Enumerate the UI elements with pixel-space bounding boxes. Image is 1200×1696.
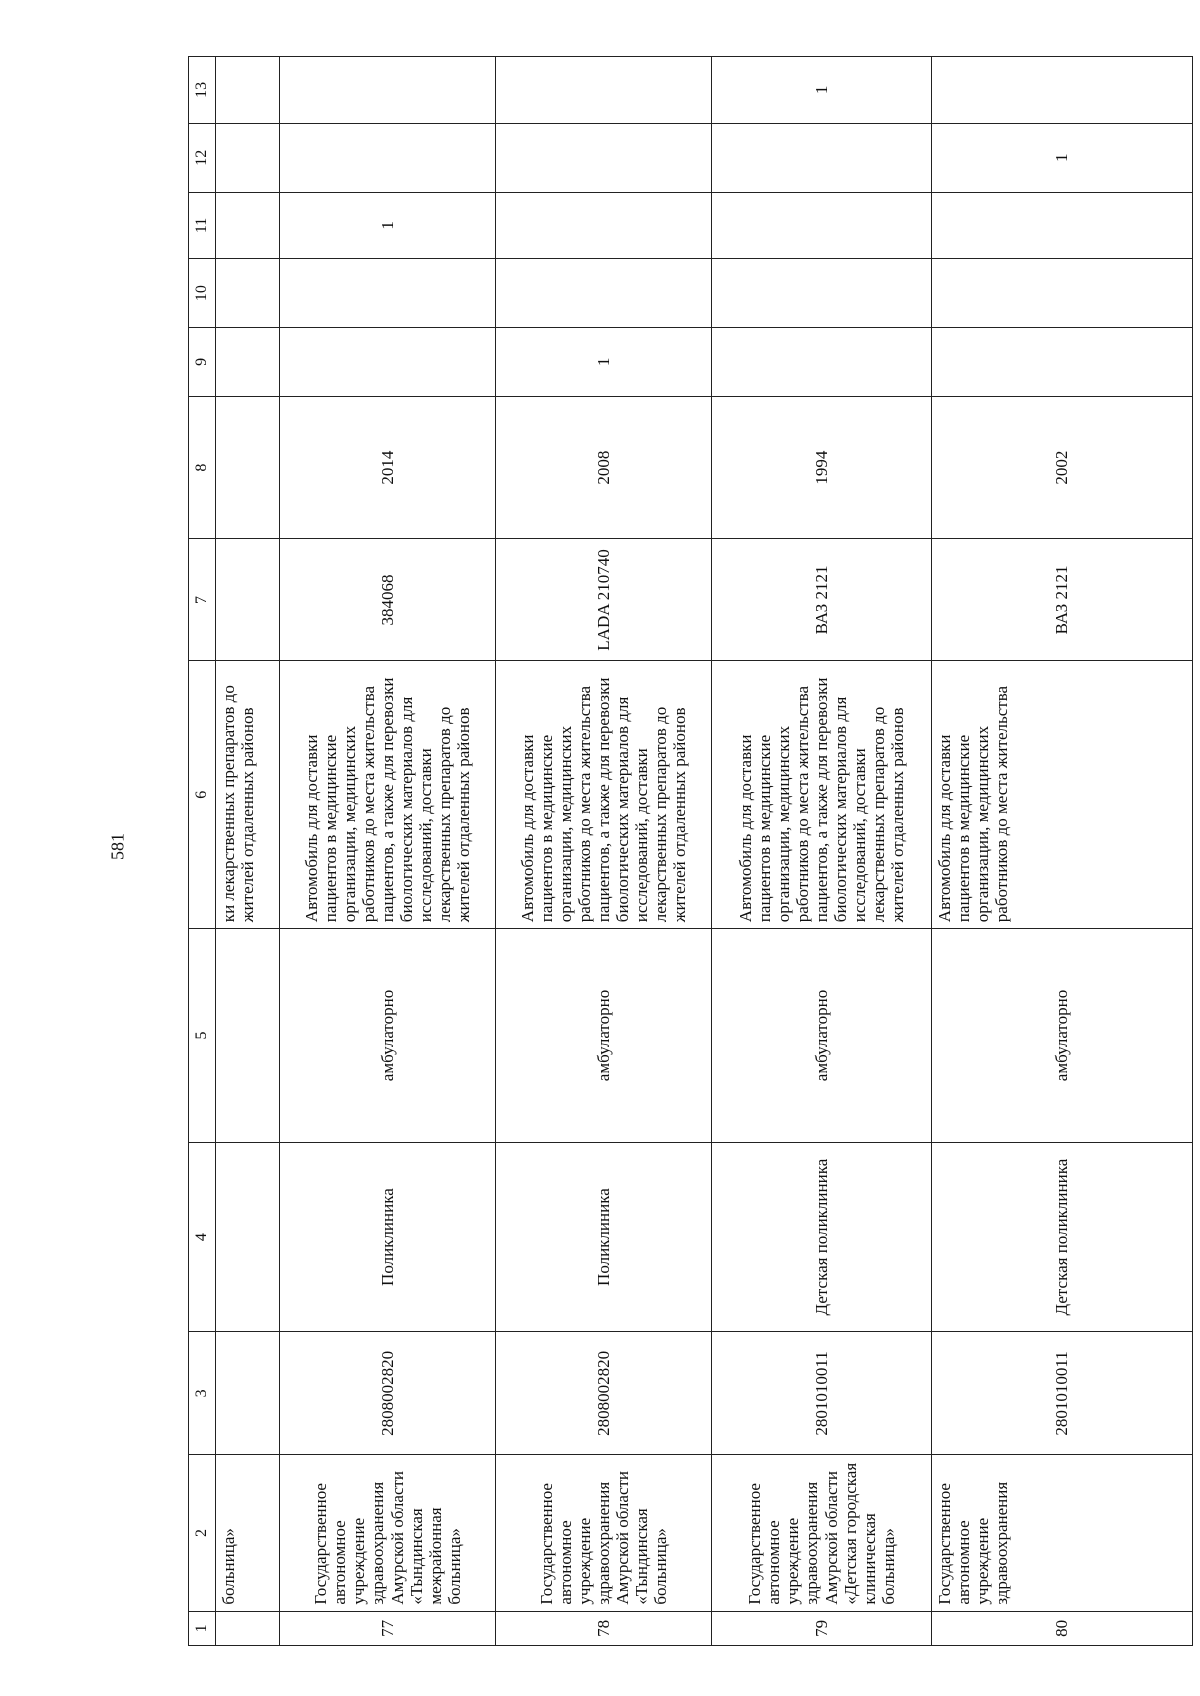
cell-c11 [216, 192, 280, 259]
cell-inn [216, 1332, 280, 1455]
column-number: 11 [189, 192, 216, 259]
cell-purpose: Автомобиль для доставки пациентов в медицинские организации, медицинских работников до места жительства пациентов, а также для перевозки биологических материалов для исследований, доставки лекарственных препаратов до жителей отдаленных районов [280, 661, 496, 929]
cell-c11 [712, 192, 932, 259]
continuation-row [216, 57, 280, 1646]
cell-org: Государственное автономное учреждение здравоохранения Амурской области «Детская городская клиническая больница» [712, 1455, 932, 1611]
cell-year [216, 396, 280, 539]
cell-c12 [280, 123, 496, 192]
cell-org: Государственное автономное учреждение здравоохранения Амурской области «Тындинская межрайонная больница» [280, 1455, 496, 1611]
table-row [932, 57, 1193, 1646]
cell-c13: 1 [712, 57, 932, 124]
cell-c11 [496, 192, 712, 259]
cell-year: 2002 [932, 396, 1193, 539]
cell-c12 [216, 123, 280, 192]
table-row [712, 57, 932, 1646]
cell-c13 [280, 57, 496, 124]
cell-org: Государственное автономное учреждение здравоохранения Амурской области «Тындинская больница» [496, 1455, 712, 1611]
cell-c11 [932, 192, 1193, 259]
column-number: 1 [189, 1611, 216, 1645]
cell-purpose: Автомобиль для доставки пациентов в медицинские организации, медицинских работников до места жительства [932, 661, 1193, 929]
cell-c9: 1 [496, 328, 712, 397]
cell-c11: 1 [280, 192, 496, 259]
cell-c9 [280, 328, 496, 397]
column-number: 6 [189, 661, 216, 929]
cell-division: Детская поликлиника [932, 1142, 1193, 1332]
cell-c13 [496, 57, 712, 124]
cell-model: ВАЗ 2121 [932, 539, 1193, 661]
cell-c9 [932, 328, 1193, 397]
cell-c10 [216, 259, 280, 328]
column-number: 9 [189, 328, 216, 397]
cell-num: 80 [932, 1611, 1193, 1645]
column-number: 13 [189, 57, 216, 124]
cell-model: 384068 [280, 539, 496, 661]
cell-c10 [496, 259, 712, 328]
column-number: 10 [189, 259, 216, 328]
cell-purpose: ки лекарственных препаратов до жителей отдаленных районов [216, 661, 280, 929]
cell-org: Государственное автономное учреждение здравоохранения [932, 1455, 1193, 1611]
cell-c13 [932, 57, 1193, 124]
cell-c9 [216, 328, 280, 397]
cell-c12 [496, 123, 712, 192]
cell-purpose: Автомобиль для доставки пациентов в медицинские организации, медицинских работников до места жительства пациентов, а также для перевозки биологических материалов для исследований, доставки лекарственных препаратов до жителей отдаленных районов [712, 661, 932, 929]
cell-purpose: Автомобиль для доставки пациентов в медицинские организации, медицинских работников до места жительства пациентов, а также для перевозки биологических материалов для исследований, доставки лекарственных препаратов до жителей отдаленных районов [496, 661, 712, 929]
cell-inn: 2801010011 [932, 1332, 1193, 1455]
cell-c12: 1 [932, 123, 1193, 192]
cell-c12 [712, 123, 932, 192]
cell-mode [216, 929, 280, 1143]
cell-num: 79 [712, 1611, 932, 1645]
cell-org: больница» [216, 1455, 280, 1611]
cell-division [216, 1142, 280, 1332]
column-number-row [189, 57, 216, 1646]
cell-num: 78 [496, 1611, 712, 1645]
column-number: 8 [189, 396, 216, 539]
page-number: 581 [107, 833, 128, 860]
cell-division: Детская поликлиника [712, 1142, 932, 1332]
cell-division: Поликлиника [280, 1142, 496, 1332]
column-number: 7 [189, 539, 216, 661]
cell-year: 2014 [280, 396, 496, 539]
cell-c10 [280, 259, 496, 328]
cell-division: Поликлиника [496, 1142, 712, 1332]
table-wrapper [188, 56, 1193, 1646]
table-row [496, 57, 712, 1646]
cell-year: 1994 [712, 396, 932, 539]
column-number: 2 [189, 1455, 216, 1611]
column-number: 5 [189, 929, 216, 1143]
cell-mode: амбулаторно [280, 929, 496, 1143]
cell-c10 [932, 259, 1193, 328]
cell-mode: амбулаторно [712, 929, 932, 1143]
column-number: 12 [189, 123, 216, 192]
cell-inn: 2801010011 [712, 1332, 932, 1455]
cell-inn: 2808002820 [280, 1332, 496, 1455]
cell-num: 77 [280, 1611, 496, 1645]
cell-model: LADA 210740 [496, 539, 712, 661]
cell-c10 [712, 259, 932, 328]
vehicle-table [188, 56, 1193, 1646]
cell-mode: амбулаторно [496, 929, 712, 1143]
cell-c13 [216, 57, 280, 124]
cell-year: 2008 [496, 396, 712, 539]
cell-num [216, 1611, 280, 1645]
cell-model [216, 539, 280, 661]
cell-mode: амбулаторно [932, 929, 1193, 1143]
column-number: 4 [189, 1142, 216, 1332]
cell-model: ВАЗ 2121 [712, 539, 932, 661]
table-row [280, 57, 496, 1646]
cell-c9 [712, 328, 932, 397]
column-number: 3 [189, 1332, 216, 1455]
cell-inn: 2808002820 [496, 1332, 712, 1455]
